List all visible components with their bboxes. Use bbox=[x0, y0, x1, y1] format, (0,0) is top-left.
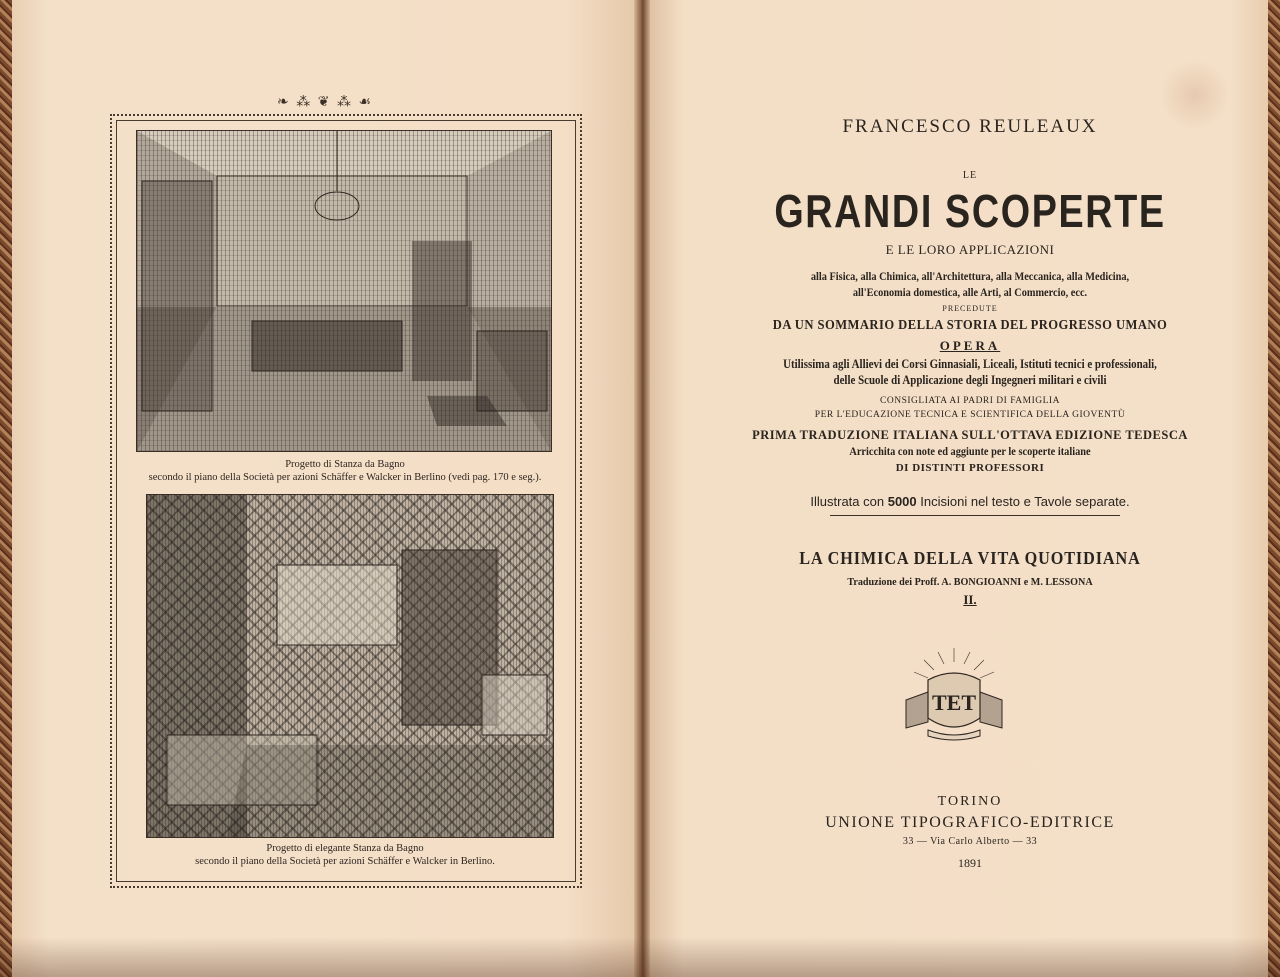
divider-rule bbox=[830, 515, 1120, 516]
translation-edition: PRIMA TRADUZIONE ITALIANA SULL'OTTAVA EDIZIONE TEDESCA bbox=[752, 428, 1188, 442]
professors-note: DI DISTINTI PROFESSORI bbox=[895, 462, 1045, 474]
illustration-count: 5000 bbox=[887, 494, 917, 509]
caption-bathroom-line1: Progetto di Stanza da Bagno bbox=[285, 459, 405, 470]
illustration-note bbox=[700, 494, 1240, 509]
caption-elegant-bathroom bbox=[120, 842, 570, 868]
volume-number: II. bbox=[963, 592, 977, 607]
publisher-emblem-icon bbox=[898, 640, 1010, 746]
fields-list bbox=[738, 268, 1202, 300]
illustration-note-pre: Illustrata con bbox=[810, 494, 885, 509]
title-article: LE bbox=[962, 170, 978, 181]
publication-year: 1891 bbox=[958, 856, 982, 870]
opera-label: OPERA bbox=[939, 338, 1001, 353]
caption-bathroom bbox=[120, 458, 570, 484]
audience-line-2: delle Scuole di Applicazione degli Ingegneri militari e civili bbox=[833, 372, 1107, 387]
publisher-name: UNIONE TIPOGRAFICO-EDITRICE bbox=[825, 814, 1115, 831]
book-gutter bbox=[634, 0, 650, 977]
volume-title: LA CHIMICA DELLA VITA QUOTIDIANA bbox=[799, 548, 1141, 568]
precedute-label: PRECEDUTE bbox=[942, 304, 998, 313]
page-bottom-shadow bbox=[0, 937, 1280, 977]
book-cover-edge-right bbox=[1266, 0, 1280, 977]
publisher-address: 33 — Via Carlo Alberto — 33 bbox=[902, 836, 1038, 847]
audience-line-1: Utilissima agli Allievi dei Corsi Ginnasiali, Liceali, Istituti tecnici e professionali, bbox=[783, 356, 1157, 371]
recommendation-text bbox=[700, 394, 1240, 422]
fields-line-2: all'Economia domestica, alle Arti, al Commercio, ecc. bbox=[852, 285, 1088, 299]
fields-line-1: alla Fisica, alla Chimica, all'Architettura, alla Meccanica, alla Medicina, bbox=[810, 269, 1130, 283]
publication-city: TORINO bbox=[937, 794, 1003, 809]
recommendation-line-2: PER L'EDUCAZIONE TECNICA E SCIENTIFICA DELLA GIOVENTÙ bbox=[814, 410, 1126, 420]
book-title: GRANDI SCOPERTE bbox=[774, 185, 1166, 237]
translators-line: Traduzione dei Proff. A. BONGIOANNI e M. LESSONA bbox=[847, 576, 1093, 588]
emblem-letters: TET bbox=[931, 690, 977, 715]
publisher-emblem-drawing bbox=[898, 640, 1010, 746]
additions-note: Arricchita con note ed aggiunte per le scoperte italiane bbox=[849, 446, 1091, 458]
caption-elegant-line2: secondo il piano della Società per azioni Schäffer e Walcker in Berlino. bbox=[195, 856, 495, 867]
audience-text bbox=[743, 356, 1197, 388]
engraving-elegant-bathroom bbox=[146, 494, 554, 838]
illustration-note-post: Incisioni nel testo e Tavole separate. bbox=[920, 494, 1130, 509]
recommendation-line-1: CONSIGLIATA AI PADRI DI FAMIGLIA bbox=[880, 396, 1060, 406]
fleuron-ornament: ❧ ⁂ ❦ ⁂ ☙ bbox=[276, 95, 373, 110]
engraving-bathroom bbox=[136, 130, 552, 452]
sommario-line: DA UN SOMMARIO DELLA STORIA DEL PROGRESSO UMANO bbox=[772, 318, 1168, 333]
book-subtitle: E LE LORO APPLICAZIONI bbox=[885, 242, 1055, 257]
caption-elegant-line1: Progetto di elegante Stanza da Bagno bbox=[266, 843, 424, 854]
engraving-elegant-bathroom-drawing bbox=[147, 495, 553, 837]
caption-bathroom-line2: secondo il piano della Società per azioni Schäffer e Walcker in Berlino (vedi pag. 170 e seg.). bbox=[148, 472, 542, 483]
engraving-bathroom-drawing bbox=[137, 131, 551, 451]
author-name: FRANCESCO REULEAUX bbox=[842, 116, 1098, 137]
